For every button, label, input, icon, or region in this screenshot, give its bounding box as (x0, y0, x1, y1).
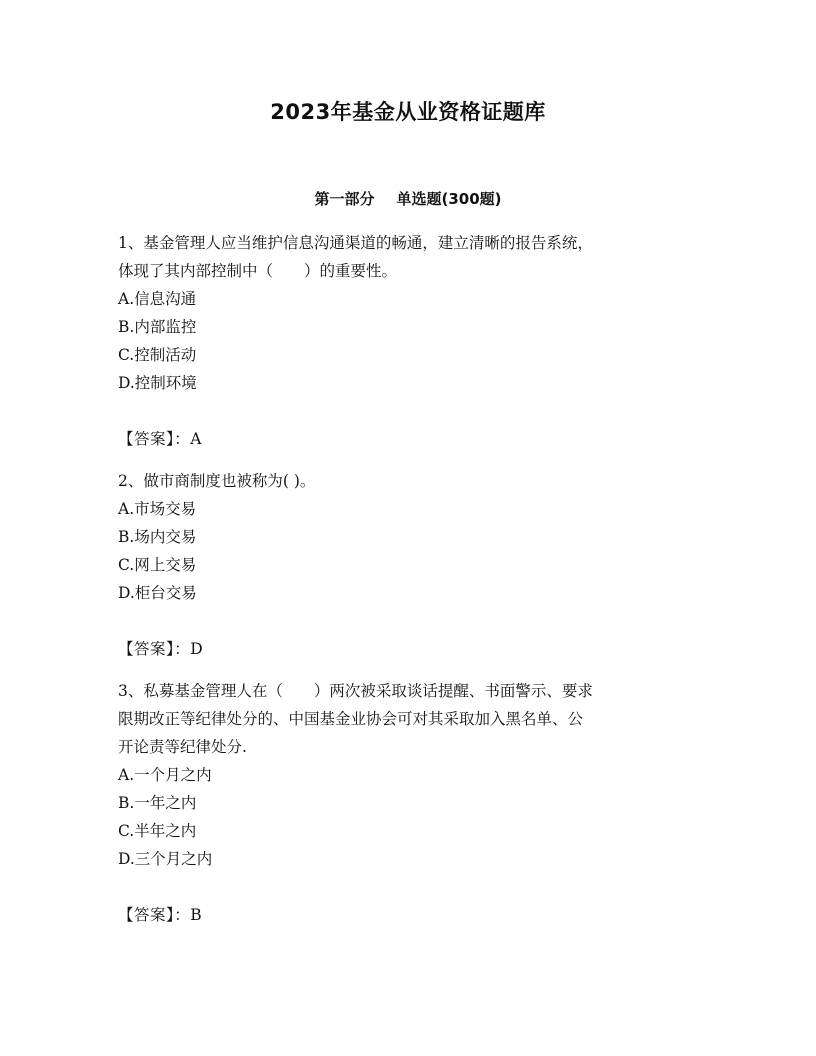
question-text: 体现了其内部控制中（ ）的重要性。 (118, 262, 398, 280)
option-a: A.一个月之内 (118, 766, 212, 784)
document-title: 2023年基金从业资格证题库 (270, 100, 546, 124)
option-a: A.市场交易 (118, 500, 197, 518)
answer-value: D (190, 640, 203, 658)
question-text: 1、基金管理人应当维护信息沟通渠道的畅通，建立清晰的报告系统， (118, 234, 593, 252)
option-c: C.网上交易 (118, 556, 197, 574)
question-item-1 (118, 229, 698, 453)
option-b: B.一年之内 (118, 794, 197, 812)
option-a: A.信息沟通 (118, 290, 197, 308)
question-item-3 (118, 677, 698, 929)
answer-value: B (190, 906, 202, 924)
answer-label: 【答案】： (118, 640, 191, 658)
question-text: 3、私募基金管理人在（ ）两次被采取谈话提醒、书面警示、要求 (118, 682, 593, 700)
option-b: B.场内交易 (118, 528, 197, 546)
question-list (118, 229, 698, 943)
answer-label: 【答案】： (118, 430, 191, 448)
option-c: C.半年之内 (118, 822, 197, 840)
answer-line (118, 425, 698, 453)
answer-line (118, 901, 698, 929)
answer-value: A (190, 430, 202, 448)
question-item-2 (118, 467, 698, 663)
answer-label: 【答案】： (118, 906, 191, 924)
option-d: D.三个月之内 (118, 850, 213, 868)
option-c: C.控制活动 (118, 346, 197, 364)
question-text: 开论责等纪律处分. (118, 738, 247, 756)
answer-line (118, 635, 698, 663)
option-b: B.内部监控 (118, 318, 197, 336)
section-part: 第一部分 (314, 190, 375, 208)
section-name: 单选题(300题) (396, 190, 502, 208)
question-text: 2、做市商制度也被称为( )。 (118, 472, 316, 490)
question-text: 限期改正等纪律处分的、中国基金业协会可对其采取加入黑名单、公 (118, 710, 584, 728)
option-d: D.控制环境 (118, 374, 197, 392)
option-d: D.柜台交易 (118, 584, 197, 602)
section-heading (0, 188, 816, 209)
